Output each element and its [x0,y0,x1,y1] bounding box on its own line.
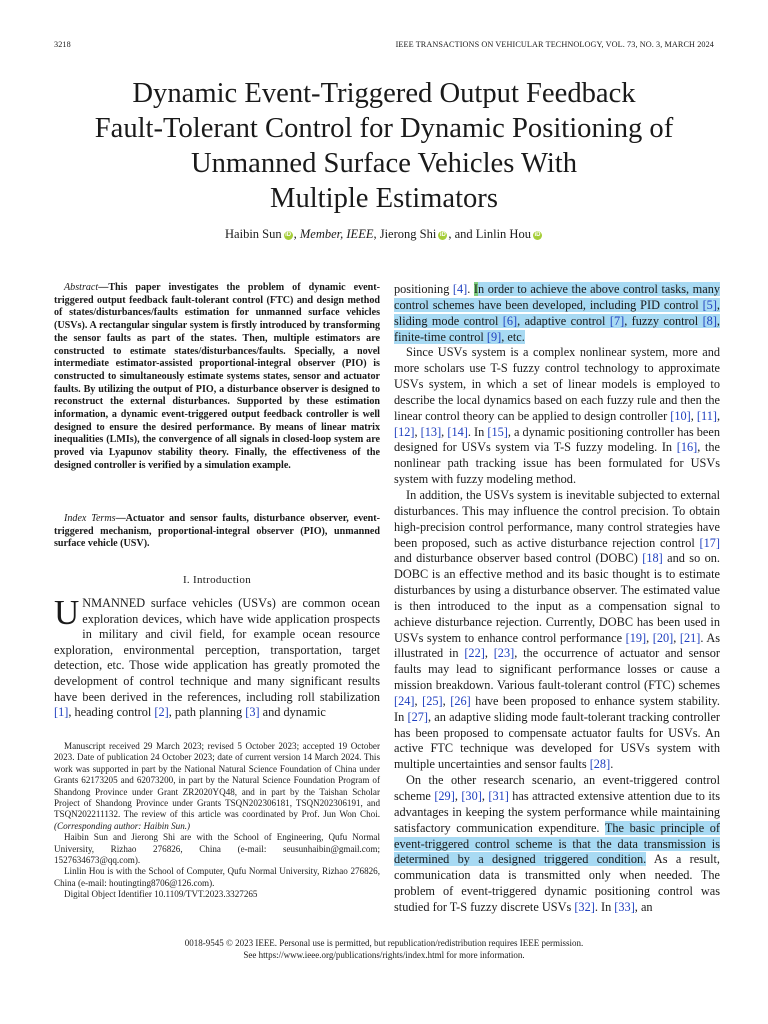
citation-link[interactable]: [2] [154,705,169,720]
footnote-text: Manuscript received 29 March 2023; revised 5 October 2023; accepted 19 October 2023. Date of publication 24 October 2023; date of current version 14 March 2024. This work was supported in part by the National Natural Science Foundation of China under Grants 62173205 and 62073200, in part by the Natural Science Foundation Program of Shandong Province under Grant ZR2020YQ48, and in part by the Taishan Scholar Project of Shandong Province under Grants TSQN202306181, TSQN202306191, and TSQN202211132. The review of this article was coordinated by Prof. Jun Won Choi. [54,741,380,820]
abstract [54,282,380,473]
citation-link[interactable]: [21] [679,630,701,645]
citation-link[interactable]: [20] [652,630,674,645]
body-paragraph: In addition, the USVs system is inevitable subjected to external disturbances. This may influence the control precision. To obtain high-precision control performance, many control strategies have been proposed, such as active disturbance rejection control [17] and disturbance observer based control (DOBC) [18] and so on. DOBC is an effective method and its basic thought is to estimate disturbances by using a disturbance observer. The estimated value is then introduced to the input as a compensation signal to achieve disturbance rejection. Currently, DOBC has been used in USVs system to enhance control performance [19], [20], [21]. As illustrated in [22], [23], the occurrence of actuator and sensor faults may lead to significant performance losses or cause a mission breakdown. Various fault-tolerant control (FTC) schemes [24], [25], [26] have been proposed to enhance system stability. In [27], an adaptive sliding mode fault-tolerant tracking controller has been proposed to compensate actuator faults for USVs. An active FTC technique was developed for USVs system with multiple uncertainties and sensor faults [28]. [394,487,720,772]
citation-link[interactable]: [29] [434,789,455,803]
author-name: Haibin Sun [225,227,282,241]
title-line: Unmanned Surface Vehicles With [190,148,578,179]
drop-cap: U [54,593,80,632]
footnote-doi: Digital Object Identifier 10.1109/TVT.2023.3327265 [64,889,258,900]
body-paragraph: On the other research scenario, an event-triggered control scheme [29], [30], [31] has attracted extensive attention due to its advantages in keeping the system performance while maintaining satisfactory communication expenditure. The basic principle of event-triggered control scheme is that the data transmission is determined by a designed triggered condition. As a result, communication data is transmitted only when needed. The problem of event-triggered dynamic positioning control was studied for T-S fuzzy discrete USVs [32]. In [33], an [394,773,721,914]
copyright-notice [54,938,714,961]
footnote-manuscript [54,741,380,832]
author-membership: Member, IEEE [299,227,374,241]
body-text: NMANNED surface vehicles (USVs) are common ocean exploration devices, which have wide application prospects in military and civil field, for example ocean resource exploration, environmental perception, transportation, target detection, etc. Those wide application has greatly promoted the development of control technique and many significant results have been derived in the references, including roll stabilization [54,596,380,704]
page-number: 3218 [54,40,71,49]
citation-link[interactable]: [10] [670,408,691,423]
citation-link[interactable]: [4] [452,282,468,296]
index-terms-label: Index Terms [64,513,116,524]
index-terms [54,513,380,551]
copyright-line: See https://www.ieee.org/publications/rights/index.html for more information. [243,949,525,960]
index-terms-text: —Actuator and sensor faults, disturbance observer, event-triggered mechanism, proportional-integral observer (PIO), unmanned surface vehicle (USV). [54,513,380,550]
journal-header: IEEE TRANSACTIONS ON VEHICULAR TECHNOLOGY, VOL. 73, NO. 3, MARCH 2024 [395,40,714,49]
body-text: and dynamic [259,705,326,720]
citation-link[interactable]: [9] [486,329,502,344]
author-name: Jierong Shi [379,227,437,241]
citation-link[interactable]: [33] [614,899,635,914]
citation-link[interactable]: [19] [625,630,647,645]
author-line: Haibin Sun iD , Member, IEEE, Jierong Shi iD , and Linlin Hou iD [225,227,541,241]
orcid-icon[interactable]: iD [285,232,292,238]
citation-link[interactable]: [26] [450,693,471,708]
citation-link[interactable]: [17] [699,535,720,550]
citation-link[interactable]: [5] [702,297,717,312]
body-text: positioning [394,282,453,296]
citation-link[interactable]: [12] [394,424,415,439]
abstract-text: —This paper investigates the problem of dynamic event-triggered output feedback fault-tolerant control (FTC) and design method of states/disturbances/faults estimation for unmanned surface vehicles (USVs). A rectangular singular system is firstly introduced by transforming the sensor faults as part of the states. Then, multiple estimators are constructed to estimate states/disturbances/faults. Specially, a novel intermediate estimator-assisted proportional-integral observer (PIO) is constructed to simultaneously estimate systems states, sensor and actuator faults. By utilizing the output of PIO, a disturbance observer is designed to reconstruct the external disturbances. Supported by these estimation information, a dynamic event-triggered output feedback controller is well designed to ensure the desired performance. By means of linear matrix inequalities (LMIs), the convergence of all signals in closed-loop system are proved via Lyapunov stability theory. Finally, the effectiveness of the designed controller is verified by a simulation example. [54,282,380,471]
citation-link[interactable]: [22] [464,646,485,661]
citation-link[interactable]: [18] [642,551,663,566]
body-text: . [467,282,474,296]
copyright-line: 0018-9545 © 2023 IEEE. Personal use is permitted, but republication/redistribution requires IEEE permission. [184,938,584,948]
body-text: , path planning [168,705,246,720]
citation-link[interactable]: [1] [54,705,69,720]
citation-link[interactable]: [31] [488,789,509,803]
footnote-affiliation: Haibin Sun and Jierong Shi are with the School of Engineering, Qufu Normal University, Rizhao 276826, China (e-mail: seusunhaibin@gmail.com; 1527634673@qq.com). [54,832,380,866]
body-paragraph [394,282,720,345]
abstract-label: Abstract [64,282,99,293]
citation-link[interactable]: [14] [447,424,468,439]
citation-link[interactable]: [16] [676,440,698,455]
author-name: , and Linlin Hou [448,227,531,241]
corresponding-author: (Corresponding author: Haibin Sun.) [54,820,191,831]
citation-link[interactable]: [8] [702,313,717,328]
orcid-icon[interactable]: iD [534,232,541,238]
citation-link[interactable]: [30] [461,789,482,803]
highlight-green[interactable]: I [473,282,479,296]
section-heading: I. Introduction [182,574,252,586]
citation-link[interactable]: [28] [589,757,611,772]
body-paragraph: Since USVs system is a complex nonlinear system, more and more scholars use T-S fuzzy control technology to approximate USVs system, in which a set of linear models is employed to describe the local dynamics based on each fuzzy rule and then the linear control theory can be applied to design controller [10], [11], [12], [13], [14]. In [15], a dynamic positioning controller has been designed for USVs system via T-S fuzzy modeling. In [16], the nonlinear path tracking issue has been formulated for USVs system with fuzzy modeling method. [394,345,721,487]
citation-link[interactable]: [23] [493,646,515,661]
citation-link[interactable]: [7] [609,313,625,328]
title-line: Multiple Estimators [270,183,498,214]
citation-link[interactable]: [24] [394,693,415,708]
orcid-icon[interactable]: iD [439,232,446,238]
citation-link[interactable]: [13] [420,424,442,439]
highlight-blue[interactable]: n order to achieve the above control tasks, many control schemes have been developed, including PID control [5], sliding mode control [6], adaptive control [7], fuzzy control [8], finite-time control [9], etc. [394,282,721,344]
footnote-affiliation: Linlin Hou is with the School of Computer, Qufu Normal University, Rizhao 276826, China (e-mail: houtingting8706@126.com). [54,866,380,888]
citation-link[interactable]: [3] [245,705,260,720]
body-text: , heading control [68,705,155,720]
citation-link[interactable]: [11] [696,408,717,423]
paper-title [54,76,714,216]
highlight-blue[interactable]: The basic principle of event-triggered control scheme is that the data transmission is determined by a designed triggered condition. [394,820,721,867]
citation-link[interactable]: [15] [487,424,508,439]
title-line: Dynamic Event-Triggered Output Feedback [132,78,636,109]
citation-link[interactable]: [25] [422,693,443,708]
citation-link[interactable]: [27] [407,709,428,724]
citation-link[interactable]: [32] [574,899,595,914]
intro-paragraph [54,593,380,721]
citation-link[interactable]: [6] [502,313,518,328]
footnotes [54,741,380,901]
title-line: Fault-Tolerant Control for Dynamic Positioning of [94,113,674,144]
right-column [394,282,720,916]
